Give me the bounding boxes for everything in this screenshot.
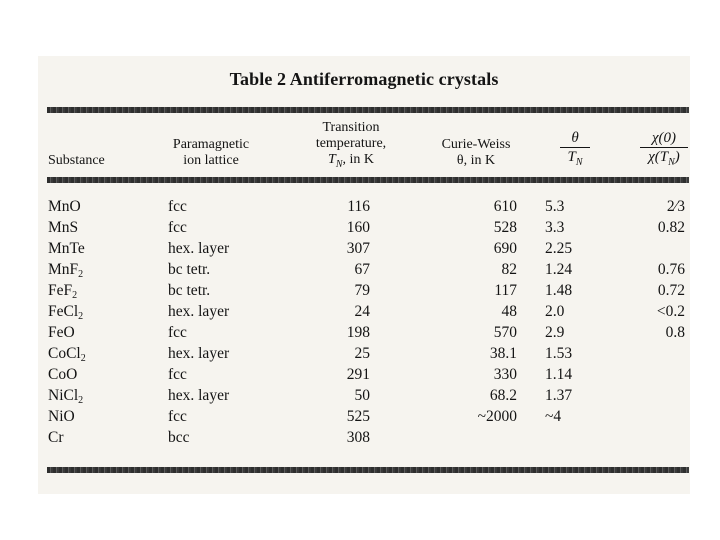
lattice-cell: fcc: [168, 198, 187, 215]
substance-cell: MnTe: [48, 240, 85, 257]
substance-cell: MnS: [48, 219, 79, 236]
header-lattice: Paramagnetic ion lattice: [172, 137, 250, 168]
theta-ratio-cell: 2.25: [545, 240, 573, 257]
curie-weiss-cell: [370, 427, 517, 448]
lattice-cell: bcc: [168, 429, 190, 446]
table-row: [48, 259, 685, 280]
scanned-page: [38, 56, 690, 494]
lattice-cell: hex. layer: [168, 387, 230, 404]
substance-cell: CoCl$_2$: [48, 345, 86, 364]
curie-weiss-cell: 48: [501, 303, 517, 320]
substance-cell: FeO: [48, 324, 75, 341]
chi-ratio-cell: [615, 343, 685, 364]
chi-ratio-cell: 2⁄3: [666, 198, 685, 215]
theta-ratio-cell: 5.3: [545, 198, 565, 215]
substance-cell: Cr: [48, 429, 64, 446]
transition-temp-cell: 308: [346, 429, 370, 446]
curie-weiss-cell: 330: [493, 366, 517, 383]
table-row: [48, 217, 685, 238]
theta-ratio-cell: 1.37: [545, 387, 573, 404]
theta-ratio-cell: 1.48: [545, 282, 573, 299]
lattice-cell: bc tetr.: [168, 282, 211, 299]
curie-weiss-cell: 690: [493, 240, 517, 257]
lattice-cell: hex. layer: [168, 303, 230, 320]
transition-temp-cell: 50: [354, 387, 370, 404]
theta-ratio-cell: 3.3: [545, 219, 565, 236]
substance-cell: NiO: [48, 408, 75, 425]
chi-ratio-cell: 0.8: [665, 324, 685, 341]
chi-ratio-cell: [615, 364, 685, 385]
curie-weiss-cell: 117: [494, 282, 517, 299]
substance-cell: MnF$_2$: [48, 261, 84, 280]
transition-temp-cell: 198: [346, 324, 370, 341]
substance-cell: NiCl$_2$: [48, 387, 84, 406]
table-row: [48, 385, 685, 406]
table-row: [48, 322, 685, 343]
curie-weiss-cell: 82: [501, 261, 517, 278]
lattice-cell: hex. layer: [168, 345, 230, 362]
substance-cell: FeCl$_2$: [48, 303, 84, 322]
transition-temp-cell: 307: [346, 240, 370, 257]
table-title: Table 2 Antiferromagnetic crystals: [229, 69, 499, 89]
curie-weiss-cell: 570: [493, 324, 517, 341]
chi-ratio-cell: [615, 238, 685, 259]
lattice-cell: hex. layer: [168, 240, 230, 257]
substance-cell: MnO: [48, 198, 81, 215]
table-row: [48, 238, 685, 259]
table-row: [48, 301, 685, 322]
transition-temp-cell: 25: [354, 345, 370, 362]
table-row: [48, 196, 685, 217]
header-theta-over-tn: θ $T_N$: [560, 129, 590, 172]
chi-ratio-cell: <0.2: [656, 303, 685, 320]
transition-temp-cell: 116: [347, 198, 370, 215]
chi-ratio-cell: [615, 385, 685, 406]
table-row: [48, 406, 685, 427]
chi-ratio-cell: 0.82: [657, 219, 685, 236]
theta-ratio-cell: 2.9: [545, 324, 565, 341]
transition-temp-cell: 291: [346, 366, 370, 383]
transition-temp-cell: 79: [354, 282, 370, 299]
transition-temp-cell: 67: [354, 261, 370, 278]
chi-ratio-cell: [615, 406, 685, 427]
transition-temp-cell: 24: [354, 303, 370, 320]
theta-ratio-cell: ~4: [545, 408, 562, 425]
curie-weiss-cell: 528: [493, 219, 517, 236]
theta-ratio-cell: 1.14: [545, 366, 573, 383]
table-row: [48, 280, 685, 301]
header-chi-ratio: χ(0) $\chi(T_N)$: [640, 129, 688, 172]
header-transition: Transition temperature, $T_N$, in K: [315, 120, 387, 170]
crystal-table: [48, 196, 685, 448]
lattice-cell: fcc: [168, 408, 187, 425]
theta-ratio-cell: 1.24: [545, 261, 573, 278]
theta-ratio-cell: [517, 427, 615, 448]
curie-weiss-cell: 610: [493, 198, 517, 215]
curie-weiss-cell: 68.2: [489, 387, 517, 404]
curie-weiss-cell: ~2000: [477, 408, 517, 425]
header-curie-weiss: Curie-Weiss θ, in K: [441, 137, 511, 168]
substance-cell: CoO: [48, 366, 78, 383]
lattice-cell: fcc: [168, 324, 187, 341]
header-rule: [47, 177, 689, 183]
substance-cell: FeF$_2$: [48, 282, 78, 301]
table-row: [48, 427, 685, 448]
chi-ratio-cell: 0.76: [657, 261, 685, 278]
chi-ratio-cell: 0.72: [657, 282, 685, 299]
lattice-cell: fcc: [168, 219, 187, 236]
transition-temp-cell: 160: [346, 219, 370, 236]
table-row: [48, 343, 685, 364]
theta-ratio-cell: 1.53: [545, 345, 573, 362]
chi-ratio-cell: [615, 427, 685, 448]
curie-weiss-cell: 38.1: [489, 345, 517, 362]
bottom-rule: [47, 467, 689, 473]
lattice-cell: fcc: [168, 366, 187, 383]
header-substance: Substance: [48, 153, 105, 168]
top-rule: [47, 107, 689, 113]
theta-ratio-cell: 2.0: [545, 303, 565, 320]
transition-temp-cell: 525: [346, 408, 370, 425]
lattice-cell: bc tetr.: [168, 261, 211, 278]
table-row: [48, 364, 685, 385]
